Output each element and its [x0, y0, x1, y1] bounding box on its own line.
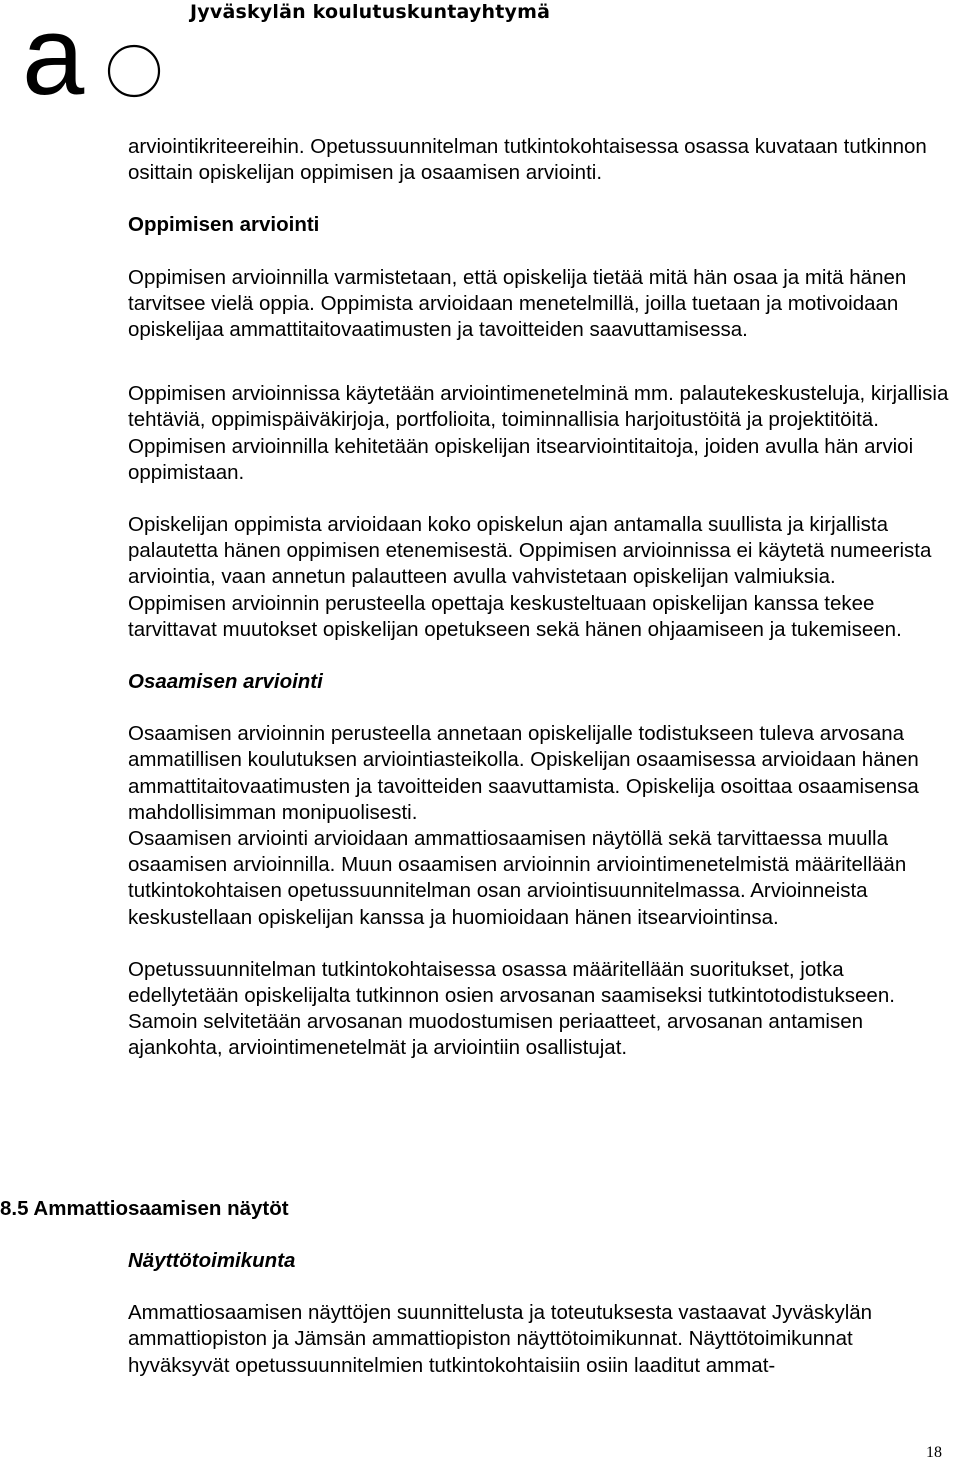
- logo-letter-o: [109, 46, 159, 96]
- oppimisen-paragraph-1: Oppimisen arvioinnilla varmistetaan, että opiskelija tietää mitä hän osaa ja mitä hänen tarvitsee vielä oppia. Oppimista arvioidaan menetelmillä, joilla tuetaan ja motivoidaan opiskelijaa ammattitaitovaatimusten ja tavoitteiden saavuttamisessa.: [128, 265, 907, 342]
- oppimisen-paragraph-4: Oppimisen arvioinnin perusteella opettaja keskusteltuaan opiskelijan kanssa tekee tarvittavat muutokset opiskelijan opetukseen sekä hänen ohjaamiseen ja tukemiseen.: [128, 591, 902, 641]
- heading-nayttotoimikunta: Näyttötoimikunta: [128, 1249, 296, 1272]
- logo-letter-a: a: [22, 14, 85, 102]
- heading-osaamisen-arviointi: Osaamisen arviointi: [128, 670, 323, 694]
- document-body: [128, 134, 958, 1062]
- osaamisen-paragraph-1: Osaamisen arvioinnin perusteella annetaan opiskelijalle todistukseen tuleva arvosana ammatillisen koulutuksen arviointiasteikolla. Opiskelijan osaamisessa arvioidaan hänen ammattitaitovaatimusten ja tavoitteiden saavuttamista. Opiskelija osoittaa osaamisensa mahdollisimman monipuolisesti.: [128, 722, 919, 824]
- oppimisen-paragraph-3: Opiskelijan oppimista arvioidaan koko opiskelun ajan antamalla suullista ja kirjallista palautetta hänen oppimisen etenemisestä. Oppimisen arvioinnissa ei käytetä numeerista arviointia, vaan annetun palautteen avulla vahvistetaan opiskelijan valmiuksia.: [128, 513, 932, 589]
- section-heading-8-5: 8.5 Ammattiosaamisen näytöt: [0, 1197, 289, 1220]
- document-body-continued: [128, 1248, 958, 1379]
- intro-paragraph: arviointikriteereihin. Opetussuunnitelman tutkintokohtaisessa osassa kuvataan tutkinnon osittain opiskelijan oppimisen ja osaamisen arviointi.: [128, 135, 927, 185]
- osaamisen-paragraph-2: Osaamisen arviointi arvioidaan ammattiosaamisen näytöllä sekä tarvittaessa muulla osaamisen arvioinnilla. Muun osaamisen arvioinnin arviointimenetelmistä määritellään tutkintokohtaisen opetussuunnitelman osan arviointisuunnitelmassa. Arvioinneista keskustellaan opiskelijan kanssa ja huomioidaan hänen itsearviointinsa.: [128, 827, 907, 929]
- oppimisen-paragraph-2: Oppimisen arvioinnissa käytetään arviointimenetelminä mm. palautekeskusteluja, kirjallisia tehtäviä, oppimispäiväkirjoja, portfolioita, toiminnallisia harjoitustöitä ja projektitöitä. Oppimisen arvioinnilla kehitetään opiskelijan itsearviointitaitoja, joiden avulla hän arvioi oppimistaan.: [128, 382, 949, 484]
- osaamisen-paragraph-3: Opetussuunnitelman tutkintokohtaisessa osassa määritellään suoritukset, jotka edellytetään opiskelijalta tutkinnon osien arvosanan saamiseksi tutkintotodistukseen. Samoin selvitetään arvosanan muodostumisen periaatteet, arvosanan antamisen ajankohta, arviointimenetelmät ja arviointiin osallistujat.: [128, 957, 895, 1060]
- logo: [22, 14, 172, 102]
- page-number: 18: [926, 1444, 942, 1461]
- heading-oppimisen-arviointi: Oppimisen arviointi: [128, 213, 320, 237]
- organization-name: Jyväskylän koulutuskuntayhtymä: [190, 1, 551, 23]
- ao-logo-mark: [22, 14, 172, 102]
- nayttotoimikunta-paragraph-1: Ammattiosaamisen näyttöjen suunnittelusta ja toteutuksesta vastaavat Jyväskylän ammattiopiston ja Jämsän ammattiopiston näyttötoimikunnat. Näyttötoimikunnat hyväksyvät opetussuunnitelmien tutkintokohtaisiin osiin laaditut ammat-: [128, 1301, 873, 1377]
